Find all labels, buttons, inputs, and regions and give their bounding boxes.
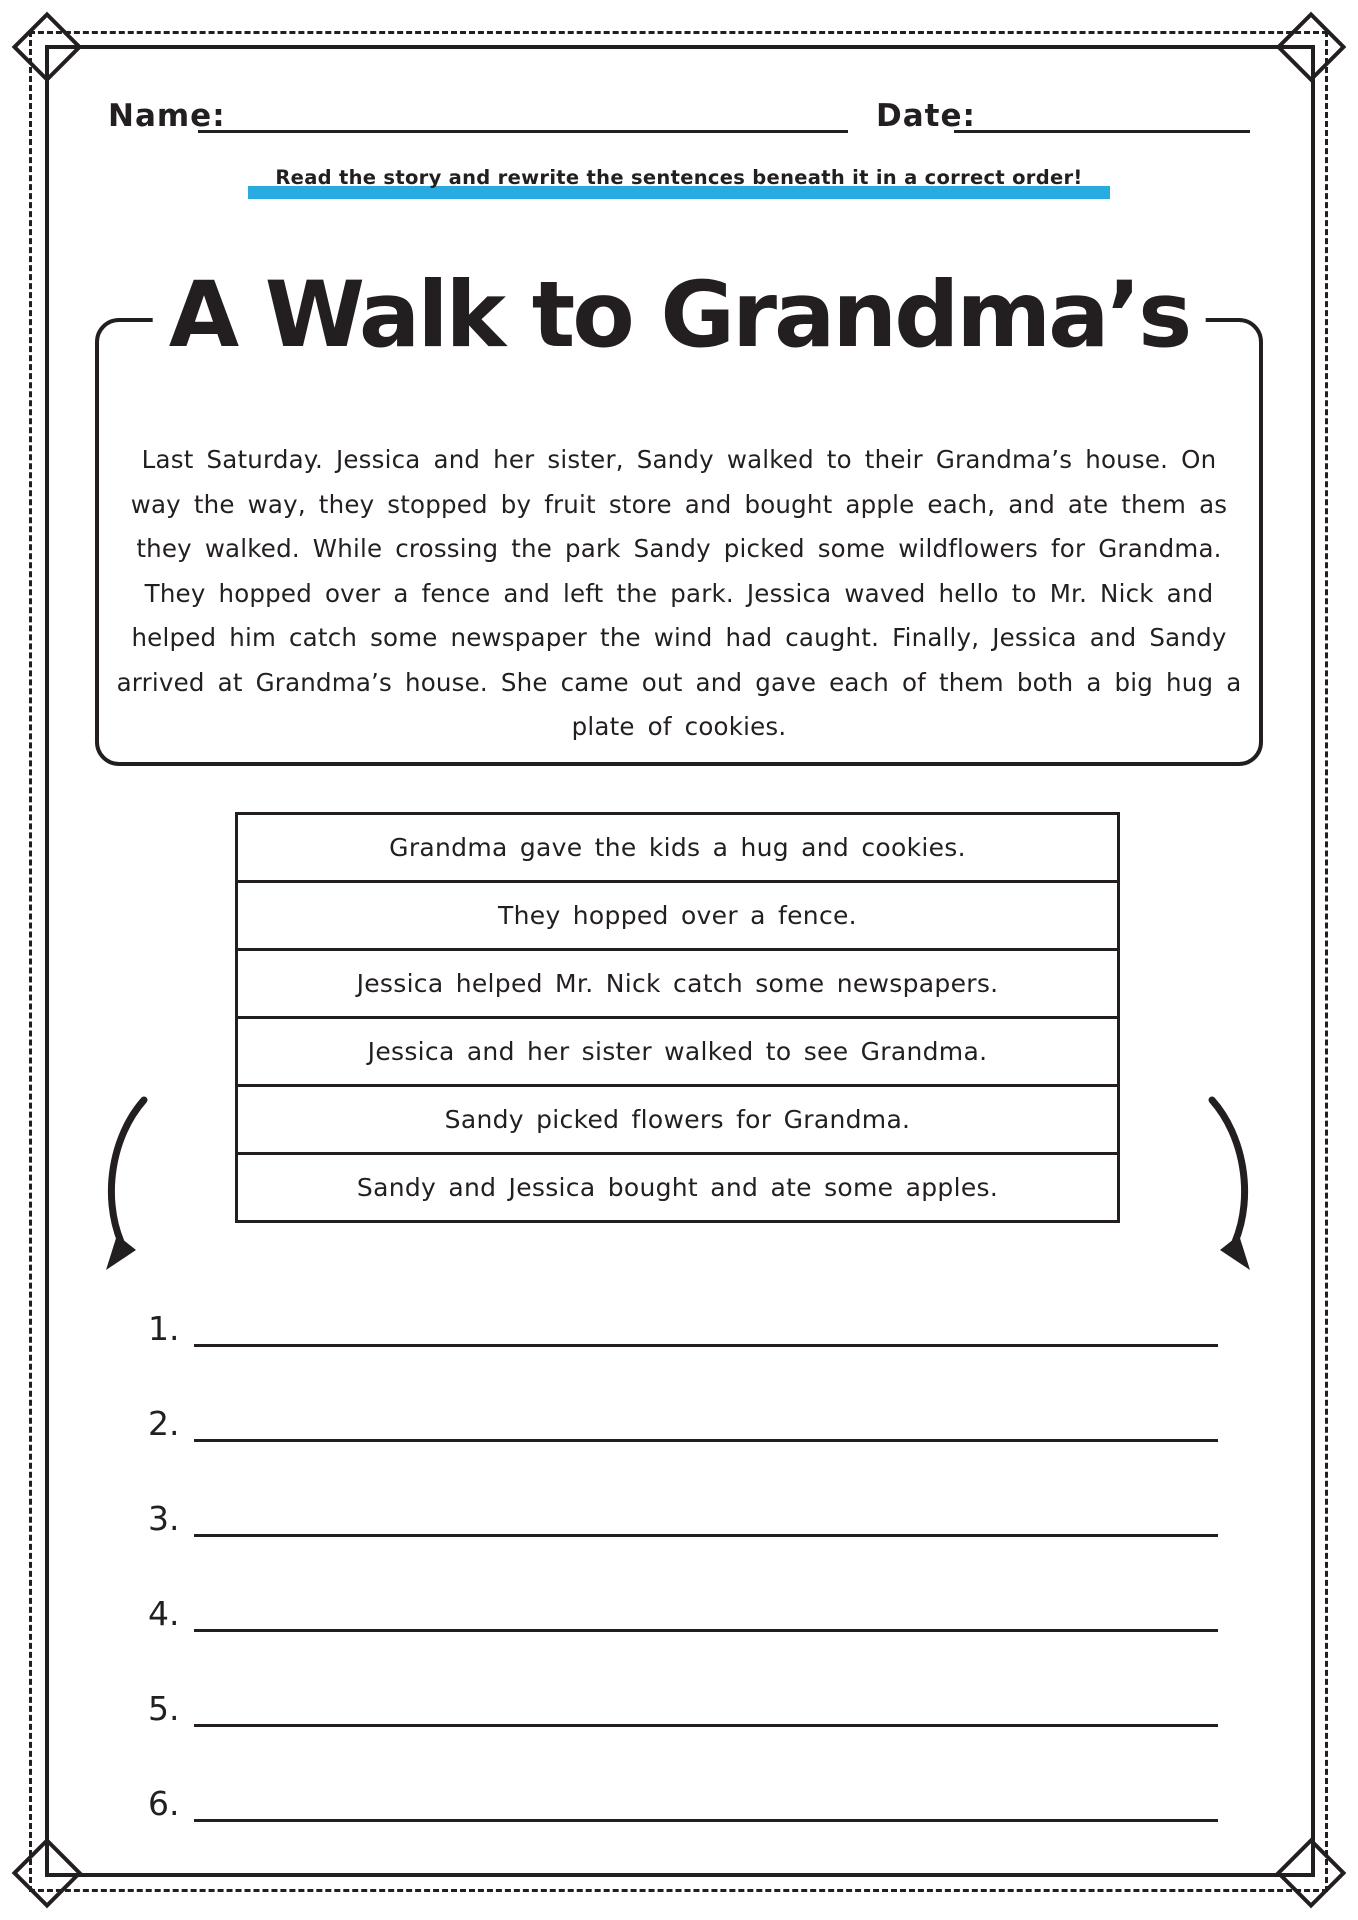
story-paragraph — [113, 438, 1245, 750]
curved-arrow-right-icon — [1202, 1092, 1266, 1277]
answer-input-line[interactable] — [194, 1680, 1218, 1727]
story-line: plate of cookies. — [571, 712, 787, 741]
sentence-row: They hopped over a fence. — [238, 880, 1117, 948]
instruction-text: Read the story and rewrite the sentences beneath it in a correct order! — [275, 166, 1083, 189]
answer-row — [148, 1683, 1218, 1727]
story-card — [95, 263, 1263, 766]
name-input-line[interactable] — [198, 96, 848, 133]
answer-row — [148, 1493, 1218, 1537]
name-label: Name: — [108, 98, 226, 134]
answer-input-line[interactable] — [194, 1775, 1218, 1822]
date-input-line[interactable] — [954, 96, 1250, 133]
story-line: helped him catch some newspaper the wind had caught. Finally, Jessica and Sandy — [131, 623, 1227, 652]
answer-input-line[interactable] — [194, 1490, 1218, 1537]
page-title: A Walk to Grandma’s — [153, 270, 1206, 361]
story-line: arrived at Grandma’s house. She came out and gave each of them both a big hug a — [116, 667, 1242, 697]
instruction-banner — [248, 166, 1110, 204]
sentence-row: Sandy picked flowers for Grandma. — [238, 1084, 1117, 1152]
answer-number: 3. — [148, 1499, 180, 1538]
answer-input-line[interactable] — [194, 1300, 1218, 1347]
answer-row — [148, 1778, 1218, 1822]
story-line: way the way, they stopped by fruit store and bought apple each, and ate them as — [130, 489, 1228, 519]
answer-number: 6. — [148, 1784, 180, 1823]
answer-number: 4. — [148, 1594, 180, 1633]
curved-arrow-left-icon — [90, 1092, 154, 1277]
answer-number: 1. — [148, 1309, 180, 1348]
answer-input-line[interactable] — [194, 1395, 1218, 1442]
story-line: They hopped over a fence and left the park. Jessica waved hello to Mr. Nick and — [144, 578, 1214, 608]
answer-input-line[interactable] — [194, 1585, 1218, 1632]
answer-number: 2. — [148, 1404, 180, 1443]
answer-row — [148, 1398, 1218, 1442]
date-label: Date: — [876, 98, 976, 134]
story-line: they walked. While crossing the park Sandy picked some wildflowers for Grandma. — [136, 534, 1222, 563]
sentence-row: Jessica helped Mr. Nick catch some newspapers. — [238, 948, 1117, 1016]
sentence-row: Grandma gave the kids a hug and cookies. — [389, 833, 966, 862]
answer-row — [148, 1303, 1218, 1347]
sentence-row: Sandy and Jessica bought and ate some apples. — [238, 1152, 1117, 1220]
sentence-row: Jessica and her sister walked to see Grandma. — [238, 1016, 1117, 1084]
answer-row — [148, 1588, 1218, 1632]
story-line: Last Saturday. Jessica and her sister, Sandy walked to their Grandma’s house. On — [141, 445, 1217, 474]
answer-number: 5. — [148, 1689, 180, 1728]
sentence-table — [235, 812, 1120, 1223]
